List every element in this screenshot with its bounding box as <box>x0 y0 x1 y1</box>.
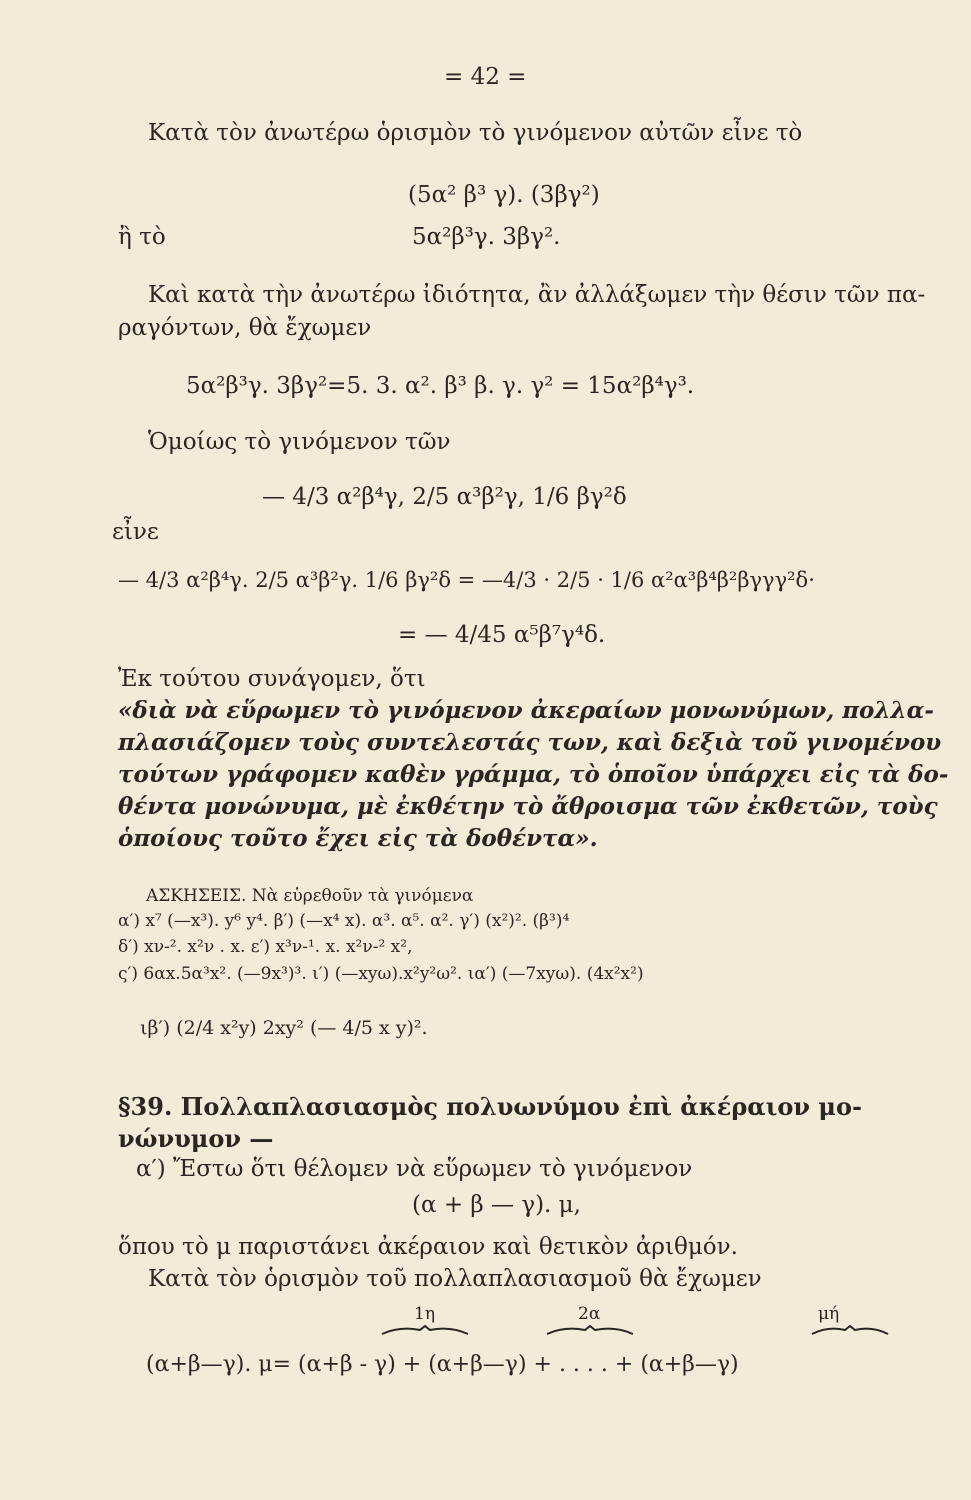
exercises-intro: Νὰ εὑρεθοῦν τὰ γινόμενα <box>251 886 474 906</box>
exercise-row: δ′) xν-². x²ν . x. ε′) x³ν-¹. x. x²ν-² x², <box>118 937 413 957</box>
overbrace-last <box>810 1324 890 1336</box>
text-line: εἶνε <box>112 519 159 545</box>
formula-line: (α + β — γ). μ, <box>412 1192 581 1218</box>
text-line: ὅπου τὸ μ παριστάνει ἀκέραιον καὶ θετικὸν ἀριθμόν. <box>118 1234 738 1260</box>
section-title-text: Πολλαπλασιασμὸς πολυωνύμου ἐπὶ ἀκέραιον μο- <box>180 1092 862 1121</box>
text-line: Κατὰ τὸν ἀνωτέρω ὁρισμὸν τὸ γινόμενον αὐτῶν εἶνε τὸ <box>148 120 803 146</box>
text-line: ραγόντων, θὰ ἔχωμεν <box>118 315 372 341</box>
formula-line: — 4/3 α²β⁴γ, 2/5 α³β²γ, 1/6 βγ²δ <box>262 484 627 510</box>
overbrace-second <box>545 1324 635 1336</box>
rule-line: «διὰ νὰ εὕρωμεν τὸ γινόμενον ἀκεραίων μονωνύμων, πολλα- <box>118 697 934 724</box>
section-title <box>118 1092 862 1122</box>
text-line: ἢ τὸ <box>118 224 166 250</box>
section-number: §39. <box>118 1092 173 1121</box>
exercise-row: ιβ′) (2/4 x²y) 2xy² (— 4/5 x y)². <box>140 1017 428 1039</box>
formula-line: 5α²β³γ. 3βγ². <box>412 224 561 250</box>
brace-label-second: 2α <box>578 1304 601 1324</box>
text-line: Κατὰ τὸν ὁρισμὸν τοῦ πολλαπλασιασμοῦ θὰ ἔχωμεν <box>148 1266 762 1292</box>
formula-line: (5α² β³ γ). (3βγ²) <box>408 182 600 208</box>
formula-line: (α+β—γ). μ= (α+β - γ) + (α+β—γ) + . . . . + (α+β—γ) <box>146 1352 739 1377</box>
rule-line: θέντα μονώνυμα, μὲ ἐκθέτην τὸ ἄθροισμα τῶν ἐκθετῶν, τοὺς <box>118 793 938 820</box>
formula-line: = — 4/45 α⁵β⁷γ⁴δ. <box>398 622 606 648</box>
text-line: Ἐκ τούτου συνάγομεν, ὅτι <box>118 666 426 692</box>
exercise-row: ς′) 6αx.5α³x². (—9x³)³. ι′) (—xyω).x²y²ω². ια′) (—7xyω). (4x²x²) <box>118 964 644 984</box>
text-line: α′) Ἔστω ὅτι θέλομεν νὰ εὕρωμεν τὸ γινόμενον <box>136 1156 693 1182</box>
formula-line: — 4/3 α²β⁴γ. 2/5 α³β²γ. 1/6 βγ²δ = —4/3 · 2/5 · 1/6 α²α³β⁴β²βγγγ²δ· <box>118 568 815 592</box>
overbrace-first <box>380 1324 470 1336</box>
rule-line: πλασιάζομεν τοὺς συντελεστάς των, καὶ δεξιὰ τοῦ γινομένου <box>118 729 942 756</box>
text-line: Καὶ κατὰ τὴν ἀνωτέρω ἰδιότητα, ἂν ἀλλάξωμεν τὴν θέσιν τῶν πα- <box>148 282 926 308</box>
section-title-cont: νώνυμον — <box>118 1124 274 1153</box>
formula-line: 5α²β³γ. 3βγ²=5. 3. α². β³ β. γ. γ² = 15α²β⁴γ³. <box>186 373 695 399</box>
page-number: = 42 = <box>444 64 527 90</box>
brace-label-first: 1η <box>414 1304 436 1324</box>
rule-line: ὁποίους τοῦτο ἔχει εἰς τὰ δοθέντα». <box>118 825 598 852</box>
brace-label-last: μή <box>818 1304 840 1324</box>
exercises-heading <box>146 884 473 908</box>
exercises-title: ΑΣΚΗΣΕΙΣ. <box>146 886 247 906</box>
exercise-row: α′) x⁷ (—x³). y⁶ y⁴. β′) (—x⁴ x). α³. α⁵. α². γ′) (x²)². (β³)⁴ <box>118 911 570 931</box>
text-line: Ὁμοίως τὸ γινόμενον τῶν <box>148 429 451 455</box>
rule-line: τούτων γράφομεν καθὲν γράμμα, τὸ ὁποῖον ὑπάρχει εἰς τὰ δο- <box>118 761 949 788</box>
